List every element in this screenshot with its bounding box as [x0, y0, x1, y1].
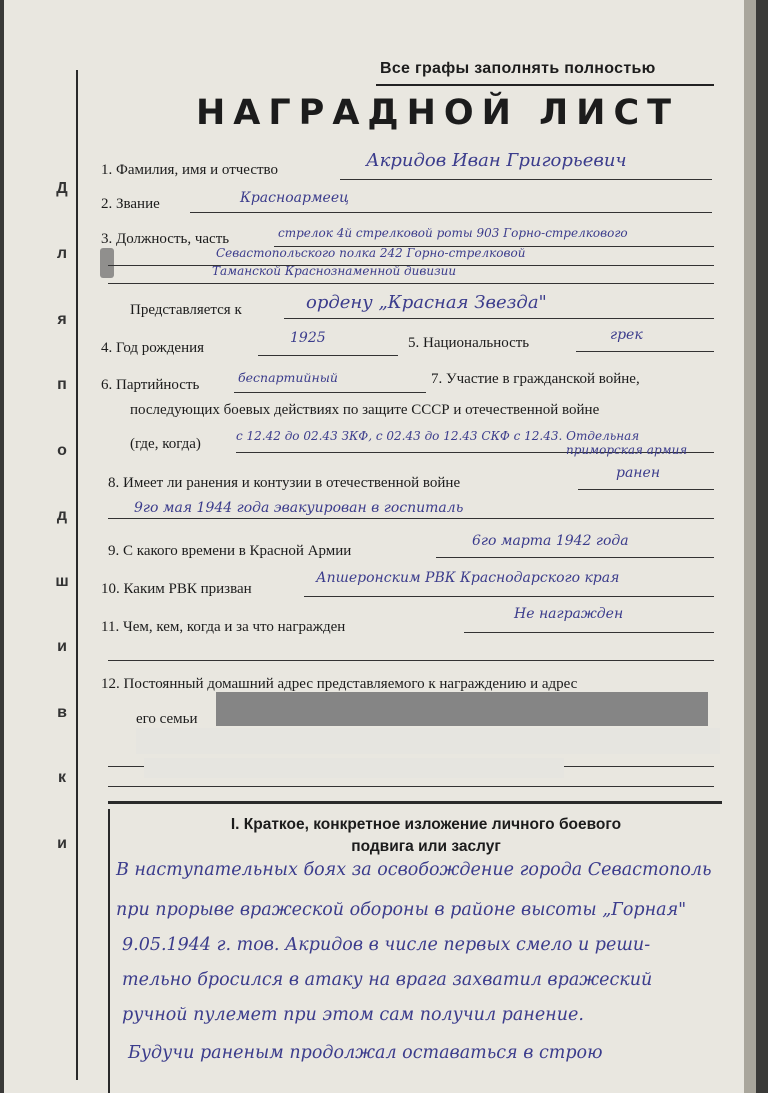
- field-8-value-2: 9го мая 1944 года эвакуирован в госпиталь: [134, 500, 464, 516]
- nomination-label: Представляется к: [130, 302, 242, 318]
- fill-instruction: Все графы заполнять полностью: [380, 60, 656, 77]
- binding-letter: в: [57, 703, 67, 721]
- story-line-3: 9.05.1944 г. тов. Акридов в числе первых смело и реши-: [122, 935, 651, 955]
- binding-letter: к: [57, 769, 66, 787]
- binding-letter: я: [57, 310, 67, 328]
- field-12-label-1: 12. Постоянный домашний адрес представляемого к награждению и адрес: [101, 676, 578, 692]
- binding-letter: ш: [55, 572, 69, 590]
- story-line-2: при прорыве вражеской обороны в районе высоты „Горная": [116, 900, 687, 920]
- field-10-line: [304, 596, 714, 597]
- field-5-label: 5. Национальность: [408, 335, 530, 351]
- section-title-line-1: I. Краткое, конкретное изложение личного боевого: [230, 816, 622, 833]
- story-line-1: В наступательных боях за освобождение города Севастополь: [116, 860, 712, 880]
- field-7-label-1: 7. Участие в гражданской войне,: [431, 371, 640, 387]
- binding-letter: о: [57, 441, 67, 459]
- field-2-value: Красноармеец: [240, 190, 349, 206]
- address-redaction-light: [136, 728, 720, 754]
- field-11-line-1: [464, 632, 714, 633]
- field-5-line: [576, 351, 714, 352]
- binding-letter: Д: [56, 180, 68, 197]
- field-11-label: 11. Чем, кем, когда и за что награжден: [101, 619, 346, 635]
- field-3-label: 3. Должность, часть: [101, 231, 230, 247]
- field-7-label-2: последующих боевых действиях по защите СССР и отечественной войне: [130, 402, 600, 418]
- field-6-label: 6. Партийность: [101, 377, 200, 393]
- field-6-value: беспартийный: [238, 370, 338, 385]
- field-3-line-3: [108, 283, 714, 284]
- binding-letter: и: [57, 638, 67, 656]
- field-6-line: [234, 392, 426, 393]
- field-1-line: [340, 179, 712, 180]
- address-redaction-light-2: [144, 758, 564, 778]
- field-3-value-2: Севастопольского полка 242 Горно-стрелковой: [216, 246, 526, 260]
- binding-letter: д: [56, 507, 68, 525]
- field-9-value: 6го марта 1942 года: [472, 533, 629, 549]
- field-9-label: 9. С какого времени в Красной Армии: [108, 543, 352, 559]
- field-4-line: [258, 355, 398, 356]
- binding-letter: и: [57, 834, 67, 852]
- instruction-underline: [376, 84, 714, 86]
- nomination-value: ордену „Красная Звезда": [306, 292, 547, 313]
- field-7-value-2: приморская армия: [566, 443, 688, 457]
- section-title: [156, 814, 696, 858]
- story-line-5: ручной пулемет при этом сам получил ранение.: [122, 1005, 584, 1025]
- section-left-border: [108, 809, 110, 1093]
- binding-letter: л: [56, 245, 68, 263]
- field-2-label: 2. Звание: [101, 196, 160, 212]
- field-1-label: 1. Фамилия, имя и отчество: [101, 162, 279, 178]
- field-11-value: Не награжден: [514, 606, 624, 622]
- field-5-value: грек: [610, 327, 643, 343]
- document-title: НАГРАДНОЙ ЛИСТ: [196, 93, 680, 133]
- field-9-line: [436, 557, 714, 558]
- page-edge-shadow: [744, 0, 756, 1093]
- binding-margin-text: [34, 180, 90, 900]
- field-8-label: 8. Имеет ли ранения и контузии в отечественной войне: [108, 475, 461, 491]
- field-4-value: 1925: [290, 330, 326, 346]
- field-8-value-1: ранен: [616, 465, 661, 481]
- field-3-value-3: Таманской Краснознаменной дивизии: [212, 264, 457, 278]
- address-redaction: [216, 692, 708, 726]
- field-3-value-1: стрелок 4й стрелковой роты 903 Горно-стрелкового: [278, 226, 628, 240]
- field-12-label-2: его семьи: [136, 711, 198, 727]
- field-8-line-2: [108, 518, 714, 519]
- field-10-value: Апшеронским РВК Краснодарского края: [316, 570, 620, 586]
- section-divider: [108, 801, 722, 804]
- nomination-line: [284, 318, 714, 319]
- field-10-label: 10. Каким РВК призван: [101, 581, 252, 597]
- section-title-line-2: подвига или заслуг: [351, 838, 501, 855]
- story-line-6: Будучи раненым продолжал оставаться в строю: [128, 1043, 603, 1063]
- field-7-label-3: (где, когда): [130, 436, 201, 452]
- paper-tear-mark: [100, 248, 114, 278]
- award-sheet-page: [4, 0, 756, 1093]
- field-1-value: Акридов Иван Григорьевич: [366, 150, 627, 171]
- field-11-line-2: [108, 660, 714, 661]
- field-2-line: [190, 212, 712, 213]
- binding-letter: п: [57, 376, 67, 394]
- field-8-line-1: [578, 489, 714, 490]
- story-line-4: тельно бросился в атаку на врага захватил вражеский: [122, 970, 653, 990]
- field-4-label: 4. Год рождения: [101, 340, 205, 356]
- field-12-line-2: [108, 786, 714, 787]
- field-7-value-1: с 12.42 до 02.43 ЗКФ, с 02.43 до 12.43 СКФ с 12.43. Отдельная: [236, 429, 640, 443]
